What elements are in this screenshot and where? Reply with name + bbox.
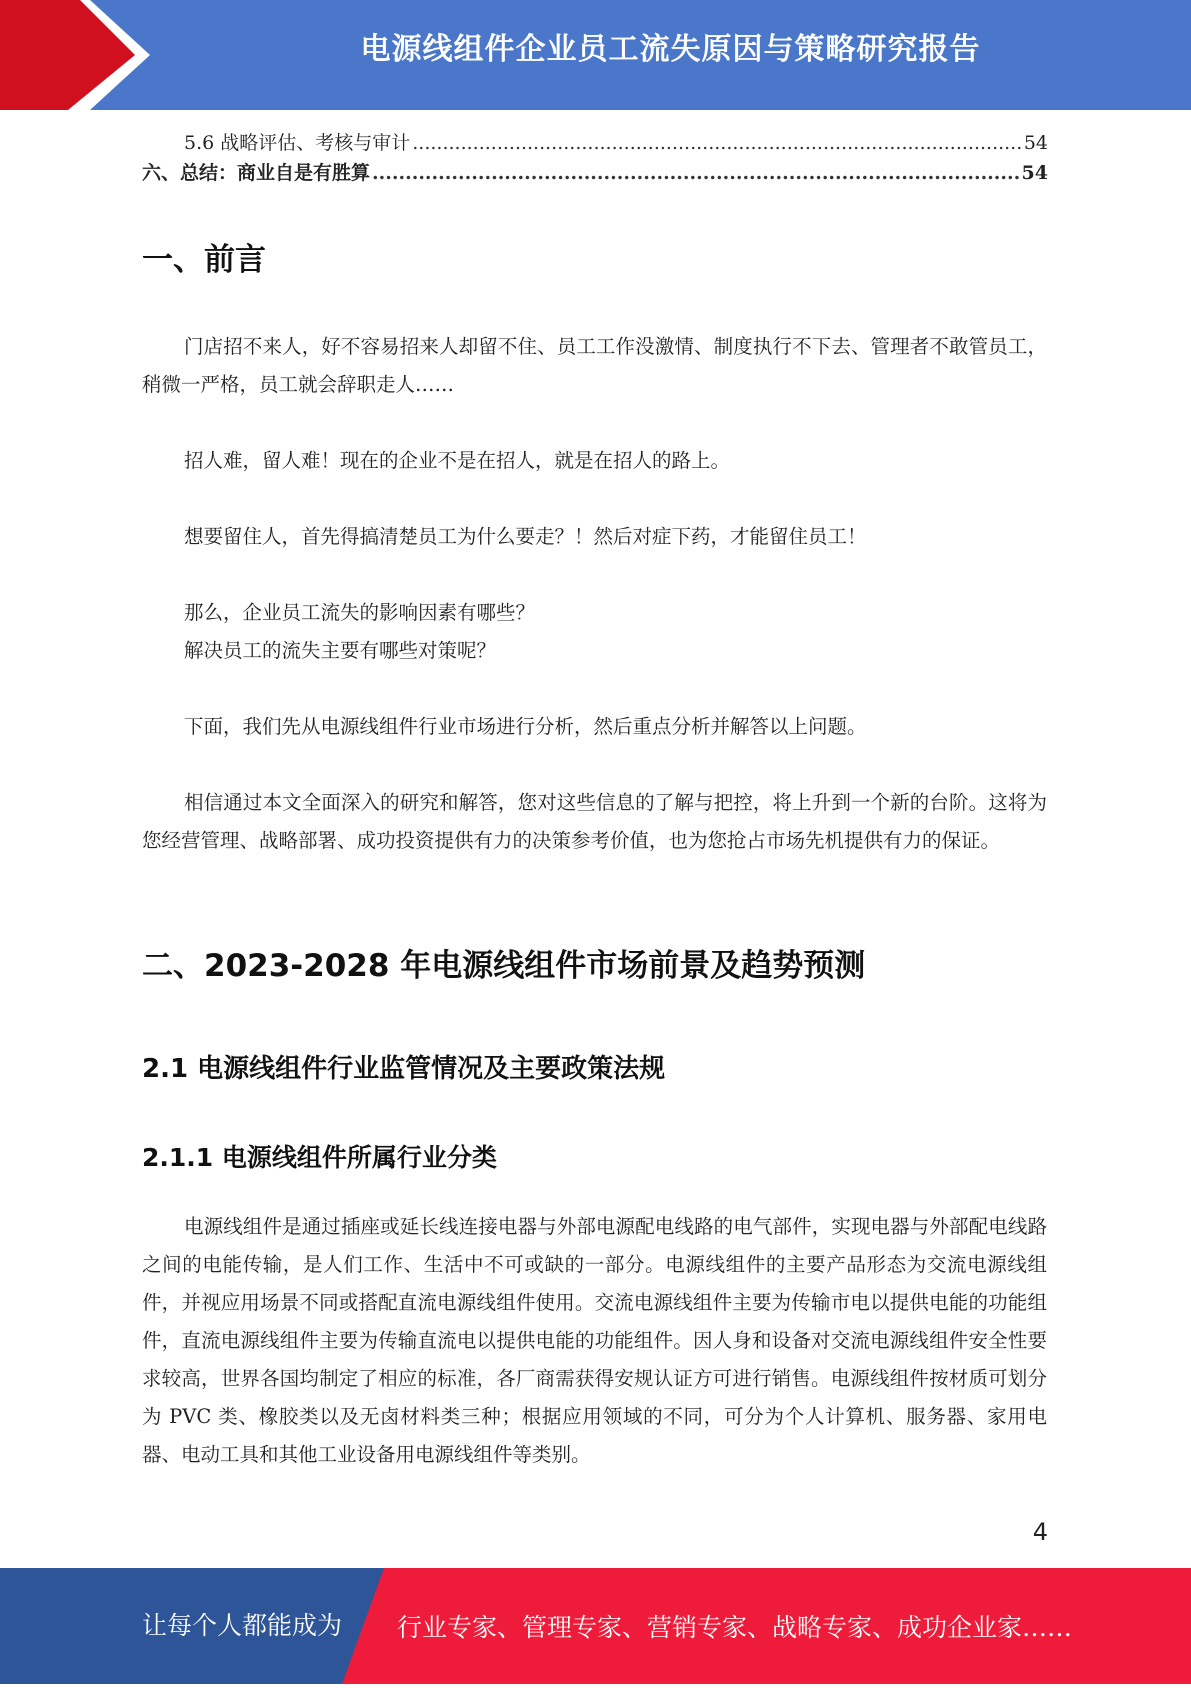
section-heading-market: 二、2023-2028 年电源线组件市场前景及趋势预测 (142, 948, 866, 984)
page-number: 4 (1032, 1518, 1048, 1546)
toc-entry[interactable] (142, 158, 1048, 188)
paragraph: 想要留住人，首先得搞清楚员工为什么要走？！然后对症下药，才能留住员工！ (184, 525, 867, 548)
footer-slogan-right: 行业专家、管理专家、营销专家、战略专家、成功企业家…… (397, 1613, 1073, 1642)
report-header (0, 0, 1191, 110)
toc-entry-page: 54 (1023, 132, 1048, 154)
toc-leader (412, 128, 1022, 158)
toc-entry[interactable] (142, 128, 1048, 158)
subsubsection-heading: 2.1.1 电源线组件所属行业分类 (142, 1143, 497, 1172)
toc-entry-page: 54 (1021, 162, 1048, 184)
paragraph: 下面，我们先从电源线组件行业市场进行分析，然后重点分析并解答以上问题。 (184, 715, 867, 738)
header-arrow-decoration (0, 0, 150, 110)
section-heading-preface: 一、前言 (142, 242, 266, 278)
paragraph: 门店招不来人，好不容易招来人却留不住、员工工作没激情、制度执行不下去、管理者不敢管员工，稍微一严格，员工就会辞职走人…… (142, 335, 1047, 396)
footer-slogan-left: 让每个人都能成为 (142, 1611, 343, 1640)
report-title: 电源线组件企业员工流失原因与策略研究报告 (360, 32, 981, 67)
table-of-contents (142, 128, 1048, 188)
report-footer (0, 1568, 1191, 1684)
paragraph: 相信通过本文全面深入的研究和解答，您对这些信息的了解与把控，将上升到一个新的台阶。这将为您经营管理、战略部署、成功投资提供有力的决策参考价值，也为您抢占市场先机提供有力的保证。 (142, 791, 1047, 852)
paragraph: 解决员工的流失主要有哪些对策呢？ (184, 639, 497, 662)
toc-entry-label: 5.6 战略评估、考核与审计 (184, 132, 411, 154)
subsection-heading: 2.1 电源线组件行业监管情况及主要政策法规 (142, 1054, 666, 1084)
toc-entry-label: 六、总结：商业自是有胜算 (142, 162, 371, 184)
paragraph: 电源线组件是通过插座或延长线连接电器与外部电源配电线路的电气部件，实现电器与外部配电线路之间的电能传输，是人们工作、生活中不可或缺的一部分。电源线组件的主要产品形态为交流电源线组件，并视应用场景不同或搭配直流电源线组件使用。交流电源线组件主要为传输市电以提供电能的功能组件，直流电源线组件主要为传输直流电以提供电能的功能组件。因人身和设备对交流电源线组件安全性要求较高，世界各国均制定了相应的标准，各厂商需获得安规认证方可进行销售。电源线组件按材质可划分为 PVC 类、橡胶类以及无卤材料类三种；根据应用领域的不同，可分为个人计算机、服务器、家用电器、电动工具和其他工业设备用电源线组件等类别。 (142, 1215, 1047, 1466)
paragraph: 招人难，留人难！现在的企业不是在招人，就是在招人的路上。 (184, 449, 731, 472)
paragraph: 那么，企业员工流失的影响因素有哪些？ (184, 601, 536, 624)
toc-leader (372, 158, 1020, 188)
